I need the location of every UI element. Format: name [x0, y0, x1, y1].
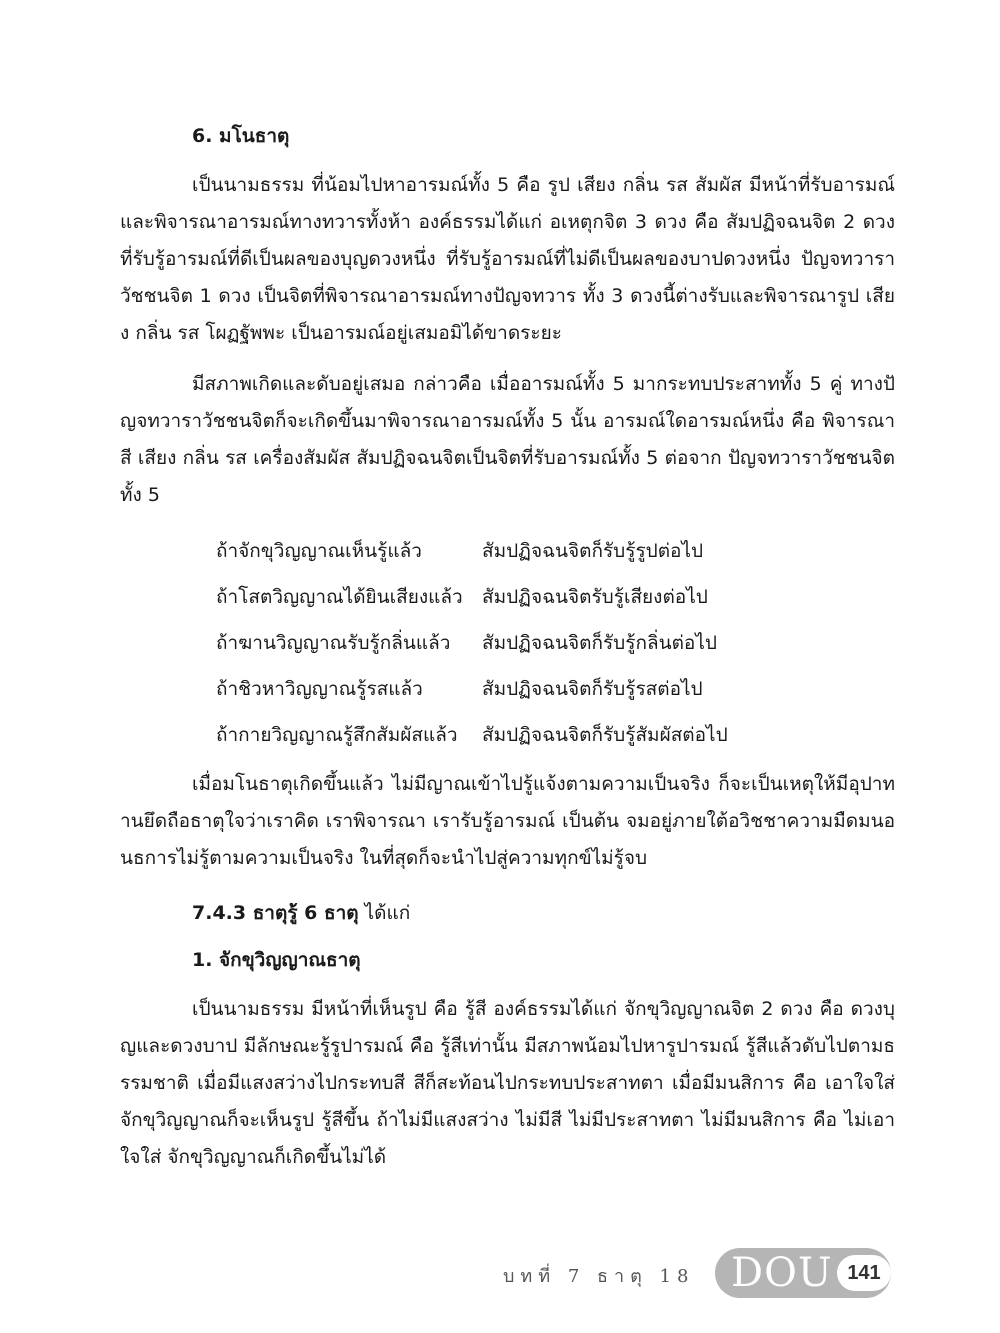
pair-right: สัมปฏิจฉนจิตก็รับรู้สัมผัสต่อไป: [482, 724, 728, 746]
section-suffix: ได้แก่: [358, 902, 411, 924]
pair-left: ถ้าชิวหาวิญญาณรู้รสแล้ว: [216, 678, 423, 700]
dou-logo: DOU: [731, 1250, 833, 1296]
page-badge: [715, 1248, 891, 1298]
pair-right: สัมปฏิจฉนจิตรับรู้เสียงต่อไป: [482, 586, 708, 608]
pair-left: ถ้าจักขุวิญญาณเห็นรู้แล้ว: [216, 540, 422, 562]
section-title: 7.4.3 ธาตุรู้ 6 ธาตุ: [192, 902, 359, 924]
consciousness-pairs-list: [216, 528, 895, 758]
pair-right: สัมปฏิจฉนจิตก็รับรู้รูปต่อไป: [482, 540, 704, 562]
pair-row: [216, 574, 895, 620]
page-body: [120, 118, 895, 1190]
section-heading-7-4-3: [192, 895, 895, 932]
pair-row: [216, 712, 895, 758]
page-number: 141: [837, 1255, 891, 1291]
paragraph-1: เป็นนามธรรม ที่น้อมไปหาอารมณ์ทั้ง 5 คือ รูป เสียง กลิ่น รส สัมผัส มีหน้าที่รับอารมณ์และพิจารณาอารมณ์ทางทวารทั้งห้า องค์ธรรมได้แก่ อเหตุกจิต 3 ดวง คือ สัมปฏิจฉนจิต 2 ดวง ที่รับรู้อารมณ์ที่ดีเป็นผลของบุญดวงหนึ่ง ที่รับรู้อารมณ์ที่ไม่ดีเป็นผลของบาปดวงหนึ่ง ปัญจทวาราวัชชนจิต 1 ดวง เป็นจิตที่พิจารณาอารมณ์ทางปัญจทวาร ทั้ง 3 ดวงนี้ต่างรับและพิจารณารูป เสียง กลิ่น รส โผฏฐัพพะ เป็นอารมณ์อยู่เสมอมิได้ขาดระยะ: [120, 174, 895, 344]
pair-row: [216, 620, 895, 666]
heading-cakkhu-vinnana: 1. จักขุวิญญาณธาตุ: [192, 949, 361, 971]
pair-right: สัมปฏิจฉนจิตก็รับรู้รสต่อไป: [482, 678, 703, 700]
heading-mano-dhatu: 6. มโนธาตุ: [192, 125, 290, 147]
paragraph-4: เป็นนามธรรม มีหน้าที่เห็นรูป คือ รู้สี องค์ธรรมได้แก่ จักขุวิญญาณจิต 2 ดวง คือ ดวงบุญและดวงบาป มีลักษณะรู้รูปารมณ์ คือ รู้สีเท่านั้น มีสภาพน้อมไปหารูปารมณ์ รู้สีแล้วดับไปตามธรรมชาติ เมื่อมีแสงสว่างไปกระทบสี สีก็สะท้อนไปกระทบประสาทตา เมื่อมีมนสิการ คือ เอาใจใส่ จักขุวิญญาณก็จะเห็นรูป รู้สีขึ้น ถ้าไม่มีแสงสว่าง ไม่มีสี ไม่มีประสาทตา ไม่มีมนสิการ คือ ไม่เอาใจใส่ จักขุวิญญาณก็เกิดขึ้นไม่ได้: [120, 998, 895, 1168]
pair-row: [216, 528, 895, 574]
chapter-footer: บทที่ 7 ธาตุ 18: [503, 1266, 695, 1287]
pair-right: สัมปฏิจฉนจิตก็รับรู้กลิ่นต่อไป: [482, 632, 717, 654]
pair-row: [216, 666, 895, 712]
pair-left: ถ้าโสตวิญญาณได้ยินเสียงแล้ว: [216, 586, 463, 608]
paragraph-2: มีสภาพเกิดและดับอยู่เสมอ กล่าวคือ เมื่ออารมณ์ทั้ง 5 มากระทบประสาททั้ง 5 คู่ ทางปัญจทวาราวัชชนจิตก็จะเกิดขึ้นมาพิจารณาอารมณ์ทั้ง 5 นั้น อารมณ์ใดอารมณ์หนึ่ง คือ พิจารณาสี เสียง กลิ่น รส เครื่องสัมผัส สัมปฏิจฉนจิตเป็นจิตที่รับอารมณ์ทั้ง 5 ต่อจาก ปัญจทวาราวัชชนจิตทั้ง 5: [120, 373, 895, 506]
pair-left: ถ้ากายวิญญาณรู้สึกสัมผัสแล้ว: [216, 724, 458, 746]
paragraph-3: เมื่อมโนธาตุเกิดขึ้นแล้ว ไม่มีญาณเข้าไปรู้แจ้งตามความเป็นจริง ก็จะเป็นเหตุให้มีอุปาทานยึดถือธาตุใจว่าเราคิด เราพิจารณา เรารับรู้อารมณ์ เป็นต้น จมอยู่ภายใต้อวิชชาความมืดมนอนธการไม่รู้ตามความเป็นจริง ในที่สุดก็จะนำไปสู่ความทุกข์ไม่รู้จบ: [120, 773, 895, 869]
pair-left: ถ้าฆานวิญญาณรับรู้กลิ่นแล้ว: [216, 632, 451, 654]
